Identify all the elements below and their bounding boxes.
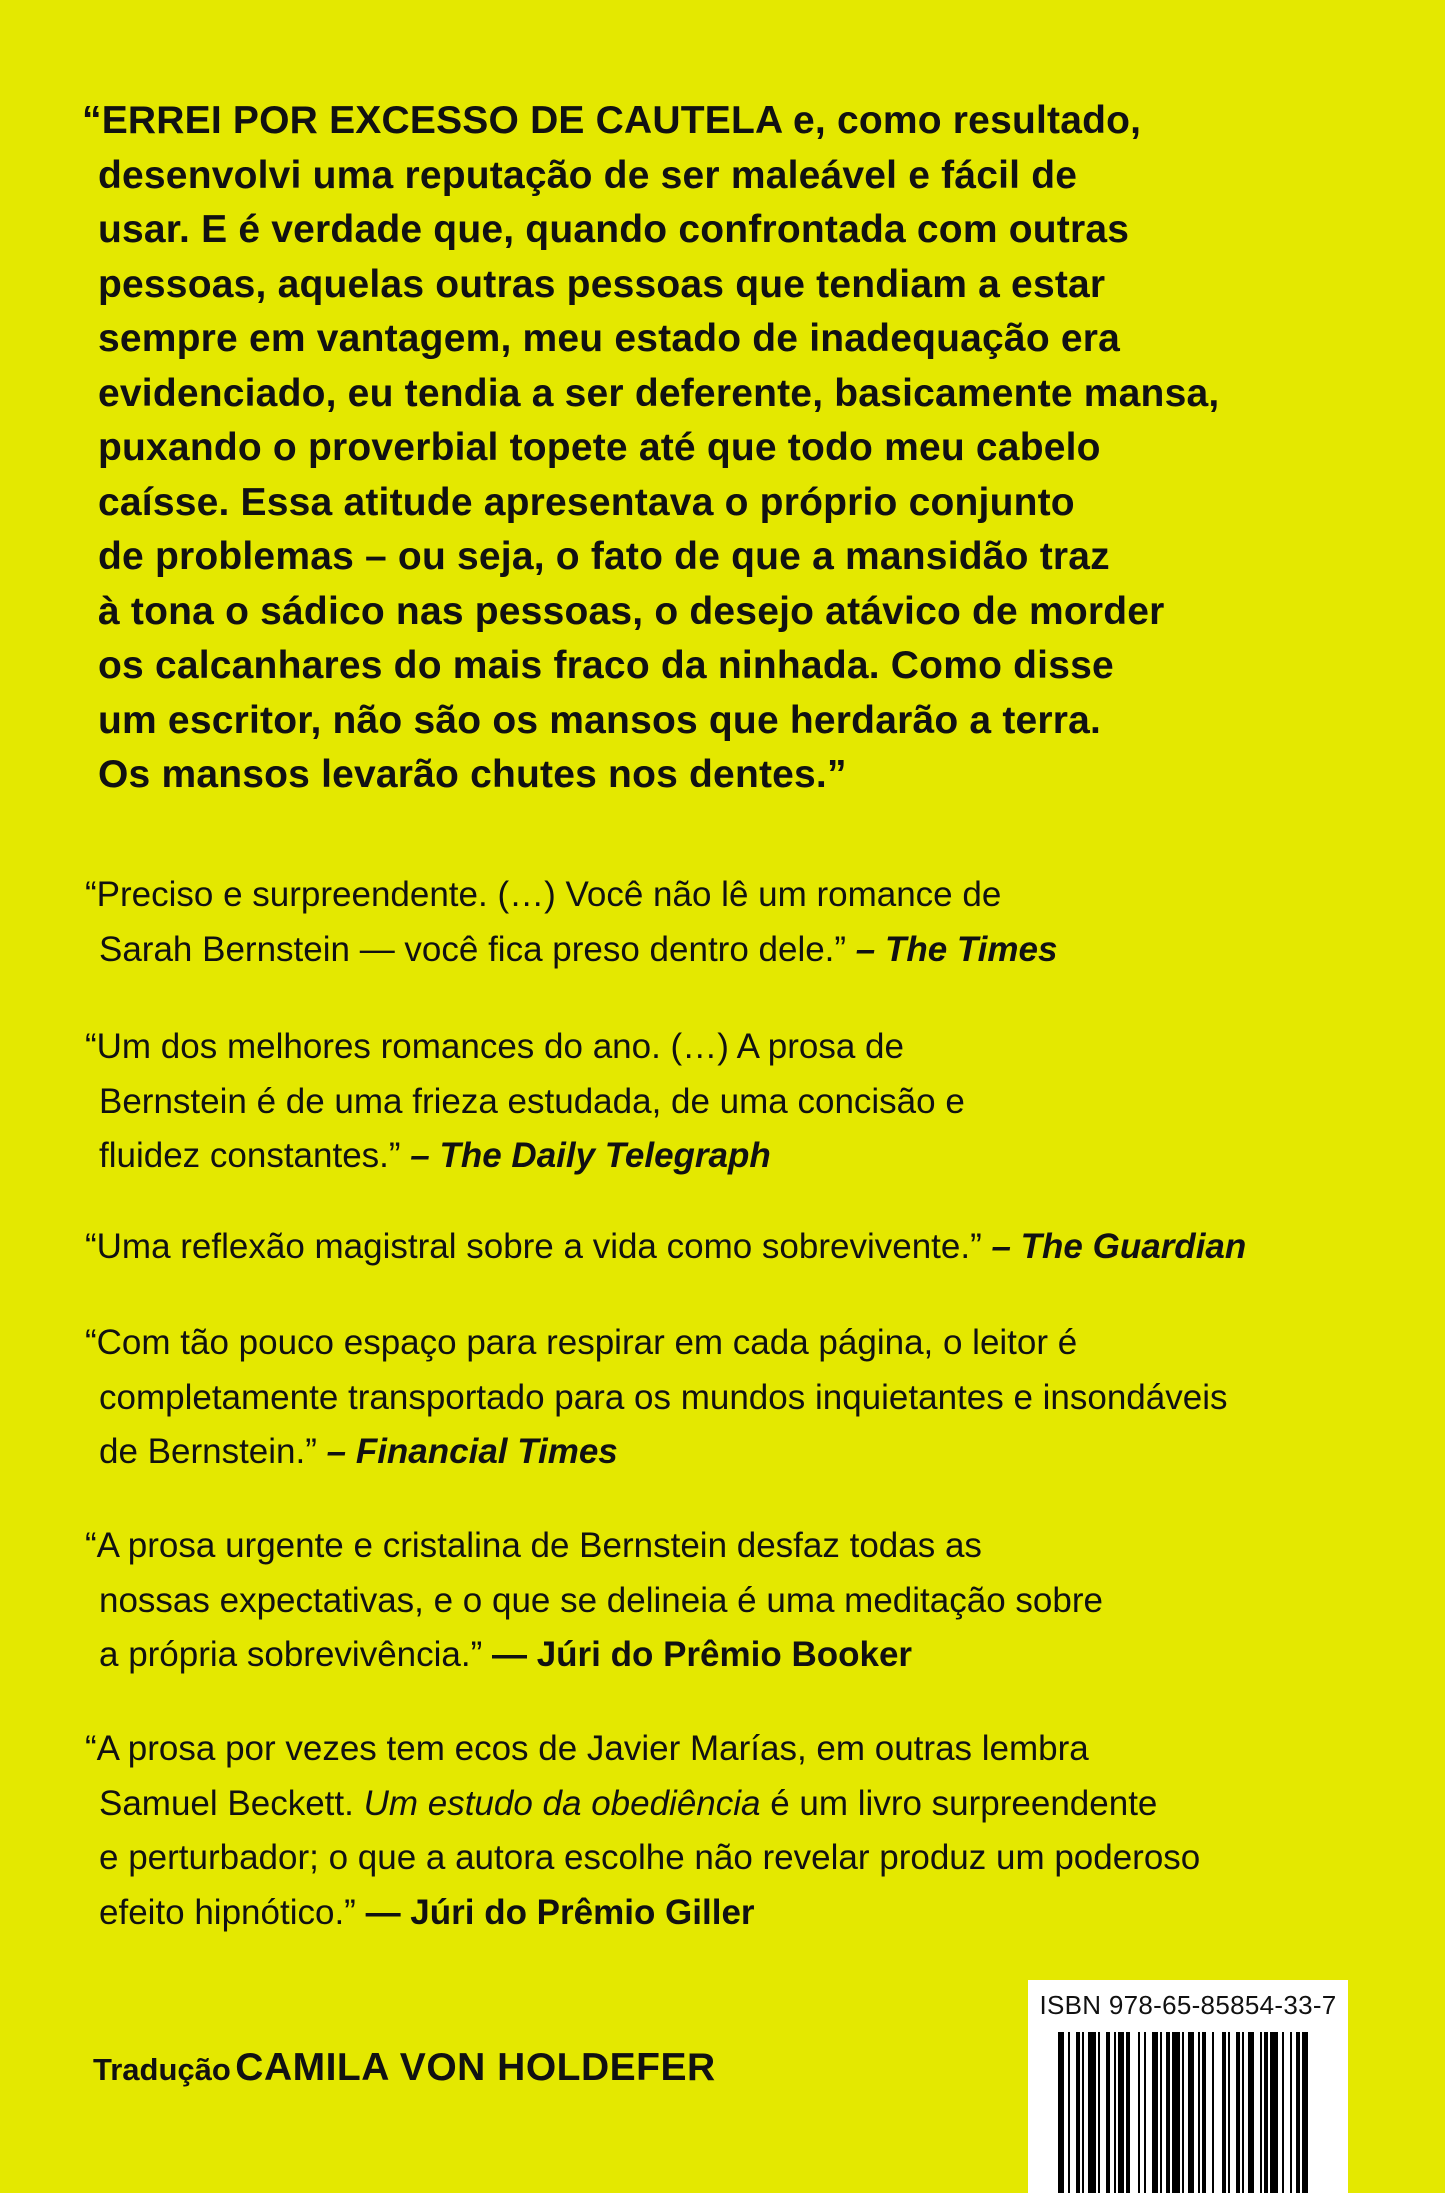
quote-line: à tona o sádico nas pessoas, o desejo atávico de morder	[98, 589, 1165, 633]
blurb-line: completamente transportado para os mundos inquietantes e insondáveis	[99, 1377, 1228, 1417]
quote-line: evidenciado, eu tendia a ser deferente, basicamente mansa,	[98, 371, 1220, 415]
barcode-bar	[1118, 2032, 1124, 2193]
barcode-bar	[1264, 2032, 1268, 2193]
quote-line: sempre em vantagem, meu estado de inadequação era	[98, 317, 1121, 360]
blurb-text: “Uma reflexão magistral sobre a vida como sobrevivente.”	[85, 1227, 992, 1266]
quote-line: pessoas, aquelas outras pessoas que tendiam a estar	[98, 262, 1106, 306]
barcode-bar	[1138, 2032, 1140, 2193]
barcode-bar	[1152, 2032, 1158, 2193]
isbn-text: ISBN 978-65-85854-33-7	[1039, 1990, 1337, 2020]
barcode-bar	[1270, 2032, 1278, 2193]
barcode-bar	[1082, 2032, 1084, 2193]
blurb-source: – The Times	[855, 929, 1058, 969]
blurb-premio-booker	[85, 1519, 1385, 1683]
blurb-line	[85, 1129, 1385, 1184]
translator-credit	[93, 2046, 716, 2090]
barcode-bar	[1068, 2032, 1070, 2193]
barcode-bar	[1076, 2032, 1080, 2193]
barcode-bar	[1088, 2032, 1096, 2193]
blurb-text: efeito hipnótico.”	[99, 1892, 366, 1932]
barcode-bar	[1302, 2032, 1308, 2193]
barcode-bar	[1098, 2032, 1100, 2193]
blurb-line	[85, 1425, 1385, 1480]
blurb-line	[85, 1628, 1385, 1683]
blurb-line: Bernstein é de uma frieza estudada, de uma concisão e	[99, 1081, 965, 1121]
barcode-bar	[1296, 2032, 1300, 2193]
blurb-text: Samuel Beckett.	[99, 1783, 364, 1823]
barcode-bar	[1282, 2032, 1284, 2193]
barcode-bar	[1106, 2032, 1110, 2193]
blurb-text: fluidez constantes.”	[99, 1136, 411, 1175]
quote-line: Os mansos levarão chutes nos dentes.”	[98, 753, 847, 796]
barcode-bar	[1166, 2032, 1170, 2193]
barcode-bar	[1144, 2032, 1146, 2193]
blurb-line	[85, 1886, 1385, 1941]
blurb-source: — Júri do Prêmio Booker	[491, 1635, 913, 1674]
blurb-financial-times	[85, 1316, 1385, 1480]
blurb-the-times	[85, 868, 1385, 977]
barcode-bar	[1160, 2032, 1162, 2193]
quote-line: de problemas – ou seja, o fato de que a mansidão traz	[98, 535, 1110, 578]
barcode-bar	[1198, 2032, 1200, 2193]
barcode-bars	[1058, 2032, 1320, 2193]
barcode-bar	[1222, 2032, 1226, 2193]
barcode-bar	[1172, 2032, 1180, 2193]
blurb-text: de Bernstein.”	[99, 1432, 327, 1471]
blurb-line: “Um dos melhores romances do ano. (…) A prosa de	[85, 1027, 904, 1066]
quote-line: “ERREI POR EXCESSO DE CAUTELA e, como resultado,	[82, 99, 1142, 142]
barcode-bar	[1228, 2032, 1230, 2193]
blurb-text: a própria sobrevivência.”	[99, 1635, 492, 1674]
main-quote	[82, 94, 1382, 803]
quote-line: puxando o proverbial topete até que todo meu cabelo	[98, 426, 1101, 469]
isbn-barcode	[1028, 1980, 1348, 2193]
blurb-the-guardian	[85, 1220, 1385, 1275]
blurb-source: – The Guardian	[991, 1227, 1247, 1266]
barcode-bar	[1236, 2032, 1240, 2193]
blurb-line: “A prosa por vezes tem ecos de Javier Marías, em outras lembra	[85, 1729, 1089, 1768]
barcode-bar	[1212, 2032, 1214, 2193]
blurb-source: – The Daily Telegraph	[410, 1136, 771, 1175]
blurb-source: — Júri do Prêmio Giller	[365, 1892, 755, 1932]
blurb-text: Sarah Bernstein — você fica preso dentro dele.”	[99, 929, 856, 969]
blurb-daily-telegraph	[85, 1020, 1385, 1184]
blurb-line: “A prosa urgente e cristalina de Bernstein desfaz todas as	[85, 1526, 982, 1565]
blurb-line: “Preciso e surpreendente. (…) Você não lê um romance de	[85, 875, 1002, 914]
quote-line: os calcanhares do mais fraco da ninhada. Como disse	[98, 644, 1114, 687]
barcode-bar	[1290, 2032, 1292, 2193]
quote-line: desenvolvi uma reputação de ser maleável e fácil de	[98, 153, 1078, 197]
translator-name: CAMILA VON HOLDEFER	[235, 2046, 716, 2089]
blurb-text: é um livro surpreendente	[760, 1783, 1158, 1823]
barcode-bar	[1260, 2032, 1262, 2193]
blurb-line: e perturbador; o que a autora escolhe não revelar produz um poderoso	[99, 1838, 1201, 1877]
barcode-bar	[1114, 2032, 1116, 2193]
book-title: Um estudo da obediência	[363, 1783, 761, 1823]
blurb-line: “Com tão pouco espaço para respirar em cada página, o leitor é	[85, 1323, 1078, 1362]
blurb-line	[85, 1777, 1385, 1832]
quote-line: um escritor, não são os mansos que herdarão a terra.	[98, 698, 1102, 742]
barcode-bar	[1126, 2032, 1130, 2193]
barcode-bar	[1248, 2032, 1254, 2193]
barcode-bar	[1058, 2032, 1064, 2193]
barcode-bar	[1242, 2032, 1244, 2193]
blurb-source: – Financial Times	[326, 1432, 618, 1471]
blurb-line: nossas expectativas, e o que se delineia é uma meditação sobre	[99, 1580, 1103, 1620]
blurb-premio-giller	[85, 1722, 1385, 1940]
translation-label: Tradução	[93, 2052, 231, 2087]
quote-line: usar. E é verdade que, quando confrontada com outras	[98, 208, 1130, 251]
quote-line: caísse. Essa atitude apresentava o próprio conjunto	[98, 480, 1075, 524]
blurb-line	[85, 1220, 1385, 1275]
blurb-line	[85, 923, 1385, 978]
barcode-bar	[1188, 2032, 1194, 2193]
barcode-bar	[1202, 2032, 1206, 2193]
barcode-bar	[1182, 2032, 1184, 2193]
